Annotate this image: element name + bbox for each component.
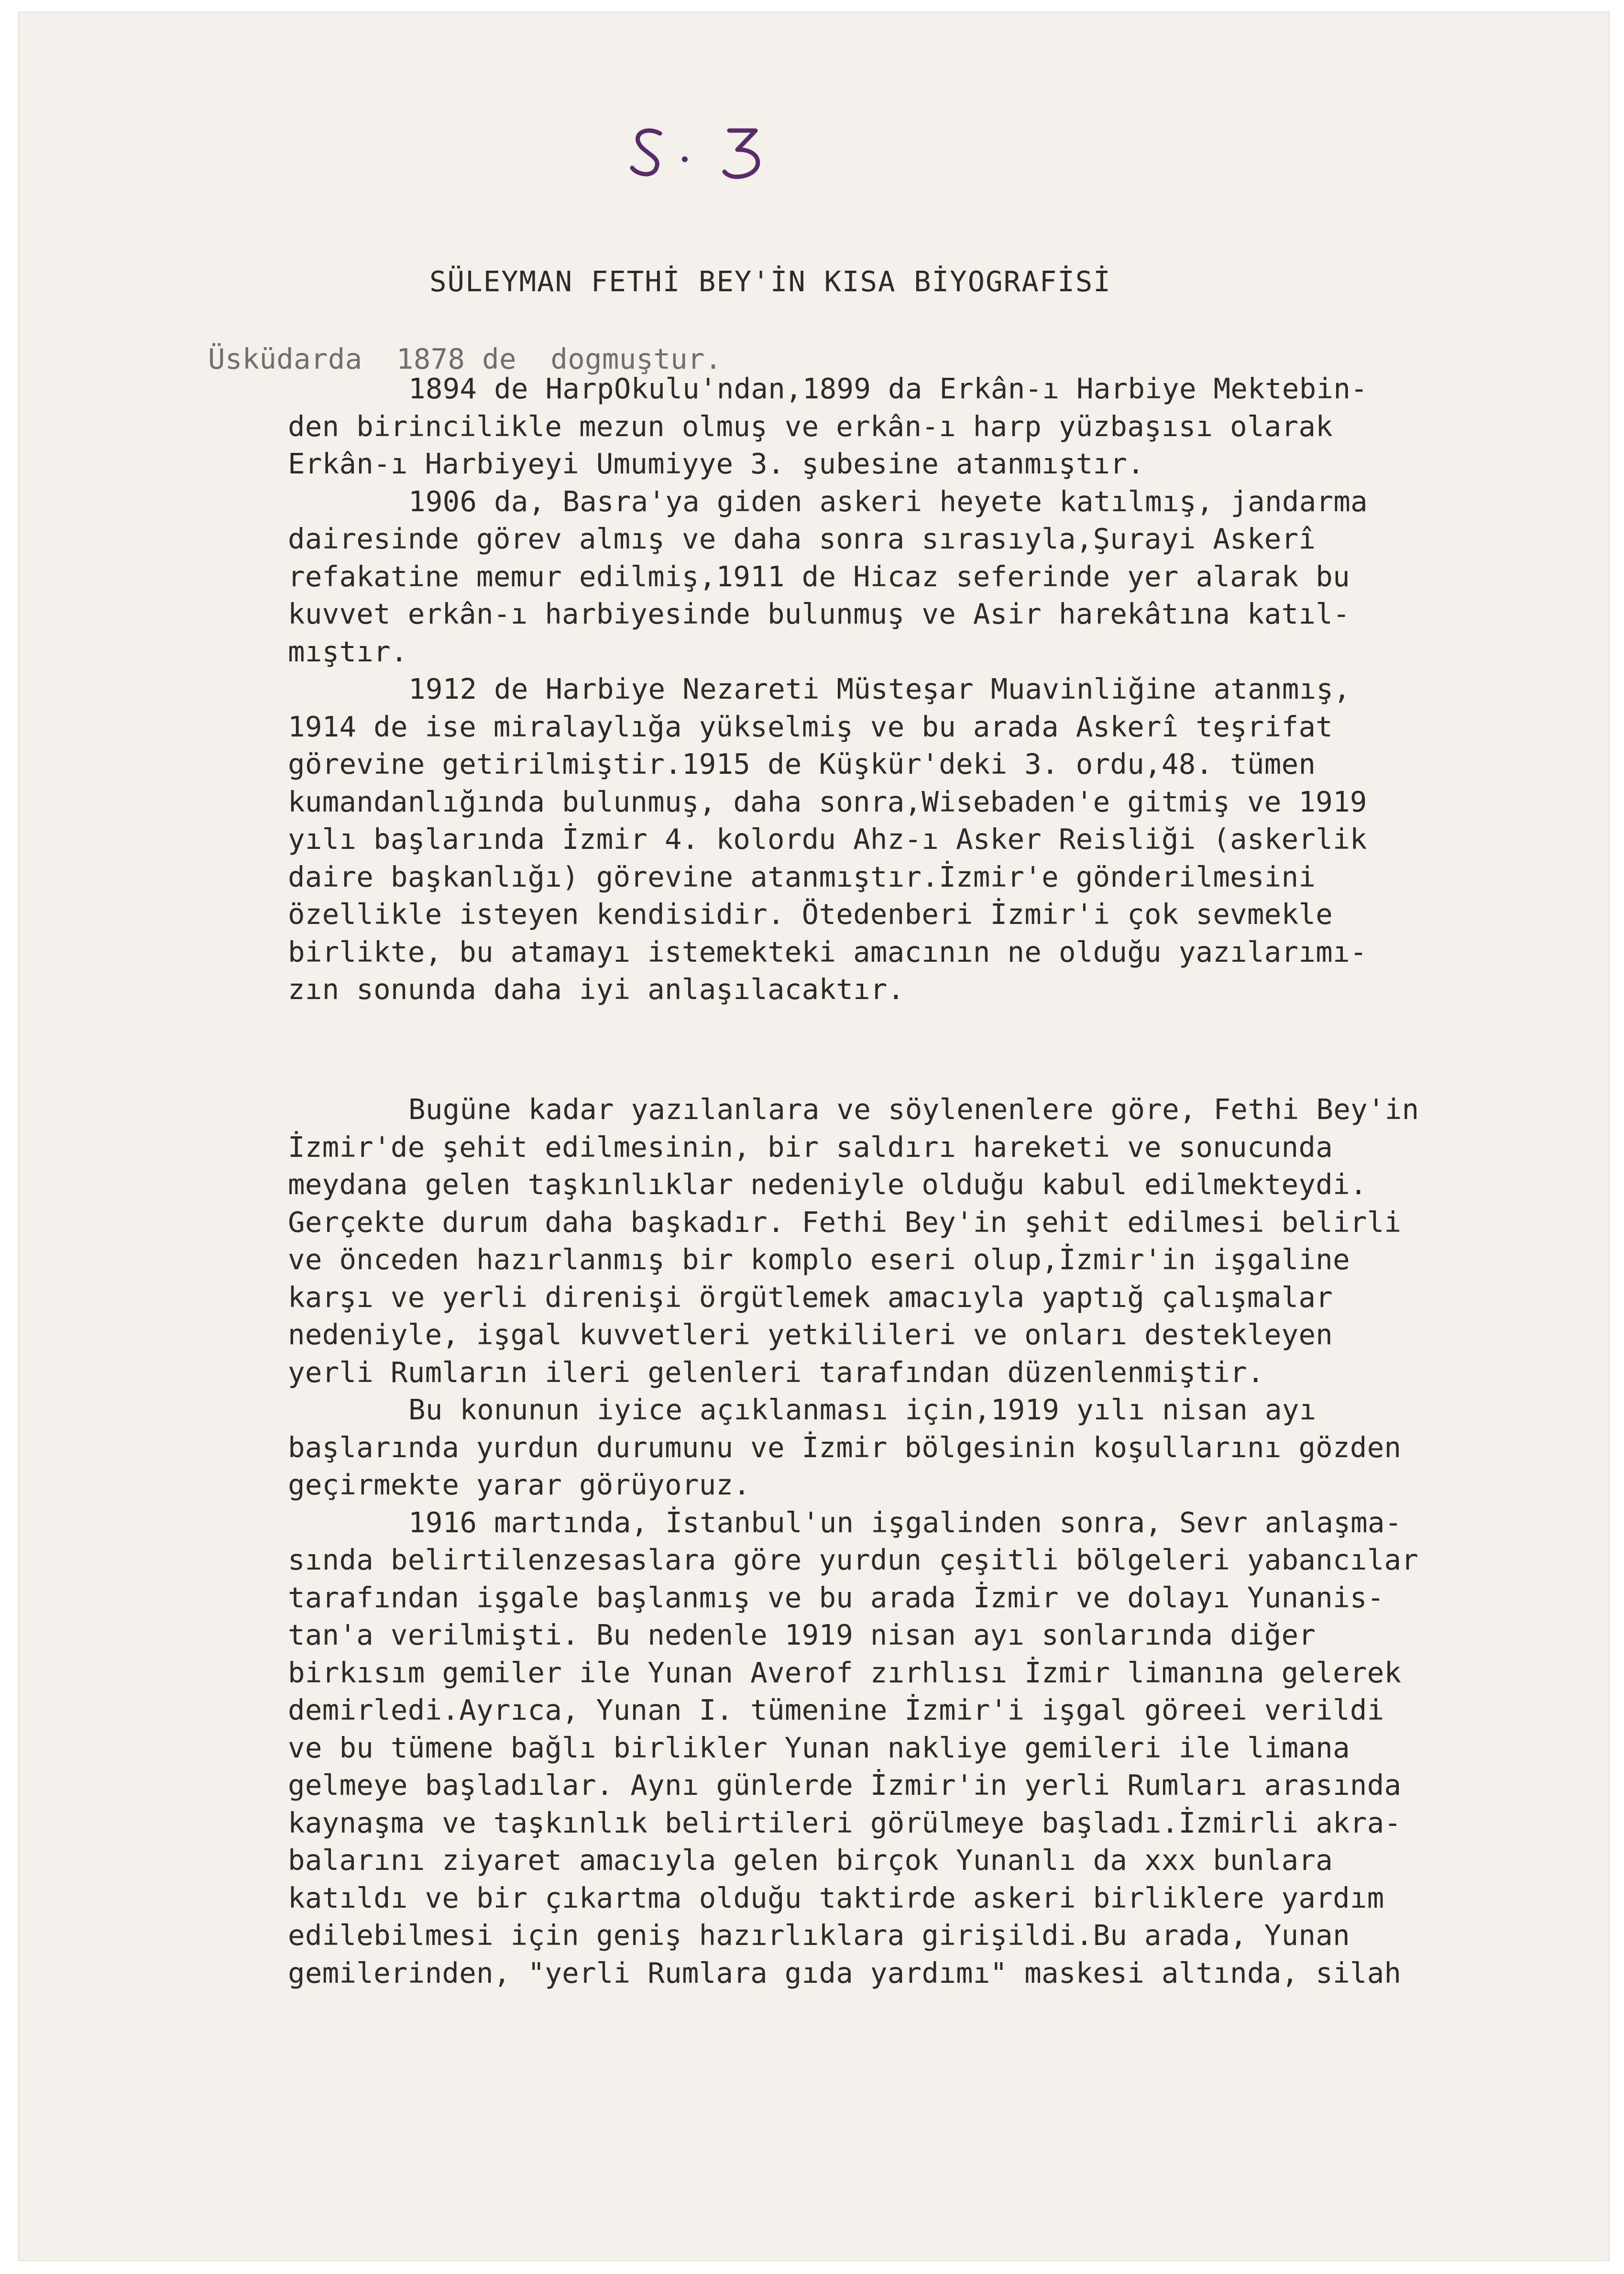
text-line: 1912 de Harbiye Nezareti Müsteşar Muavinliğine atanmış, <box>408 672 1351 705</box>
biography-section <box>288 370 1368 1009</box>
text-line: karşı ve yerli direnişi örgütlemek amacıyla yaptığ çalışmalar <box>288 1280 1333 1314</box>
text-line: ve bu tümene bağlı birlikler Yunan nakliye gemileri ile limana <box>288 1731 1350 1764</box>
text-line: yılı başlarında İzmir 4. kolordu Ahz-ı Asker Reisliği (askerlik <box>288 823 1367 856</box>
text-line: Gerçekte durum daha başkadır. Fethi Bey'in şehit edilmesi belirli <box>288 1205 1402 1239</box>
text-line: refakatine memur edilmiş,1911 de Hicaz seferinde yer alarak bu <box>288 560 1350 593</box>
text-line: demirledi.Ayrıca, Yunan I. tümenine İzmir'i işgal göreei verildi <box>288 1693 1384 1726</box>
text-line: kumandanlığında bulunmuş, daha sonra,Wisebaden'e gitmiş ve 1919 <box>288 785 1367 818</box>
birth-line: Üsküdarda 1878 de dogmuştur. <box>208 342 722 375</box>
text-line: tan'a verilmişti. Bu nedenle 1919 nisan ayı sonlarında diğer <box>288 1618 1316 1651</box>
text-line: görevine getirilmiştir.1915 de Küşkür'deki 3. ordu,48. tümen <box>288 747 1316 780</box>
text-line: 1916 martında, İstanbul'un işgalinden sonra, Sevr anlaşma- <box>408 1505 1402 1539</box>
text-line: daire başkanlığı) görevine atanmıştır.İzmir'e gönderilmesini <box>288 860 1316 893</box>
document-title: SÜLEYMAN FETHİ BEY'İN KISA BİYOGRAFİSİ <box>429 265 1111 298</box>
text-line: yerli Rumların ileri gelenleri tarafından düzenlenmiştir. <box>288 1355 1264 1389</box>
text-line: Bu konunun iyice açıklanması için,1919 yılı nisan ayı <box>408 1393 1317 1426</box>
text-line: gemilerinden, "yerli Rumlara gıda yardımı" maskesi altında, silah <box>288 1956 1402 1989</box>
text-line: geçirmekte yarar görüyoruz. <box>288 1468 751 1501</box>
text-line: 1914 de ise miralaylığa yükselmiş ve bu arada Askerî teşrifat <box>288 710 1333 743</box>
text-line: dairesinde görev almış ve daha sonra sırasıyla,Şurayi Askerî <box>288 522 1316 555</box>
text-line: meydana gelen taşkınlıklar nedeniyle olduğu kabul edilmekteydi. <box>288 1168 1367 1201</box>
text-line: birlikte, bu atamayı istemekteki amacının ne olduğu yazılarımı- <box>288 935 1367 968</box>
text-line: 1906 da, Basra'ya giden askeri heyete katılmış, jandarma <box>408 484 1368 518</box>
typed-document-sheet <box>19 12 1609 2260</box>
handwritten-page-number <box>626 120 789 182</box>
text-line: den birincilikle mezun olmuş ve erkân-ı harp yüzbaşısı olarak <box>288 409 1333 443</box>
text-line: gelmeye başladılar. Aynı günlerde İzmir'in yerli Rumları arasında <box>288 1769 1402 1802</box>
text-line: kaynaşma ve taşkınlık belirtileri görülmeye başladı.İzmirli akra- <box>288 1806 1402 1839</box>
martyrdom-section <box>288 1091 1419 1992</box>
paper-tear <box>1617 1165 1624 1203</box>
text-line: katıldı ve bir çıkartma olduğu taktirde askeri birliklere yardım <box>288 1881 1384 1914</box>
text-line: zın sonunda daha iyi anlaşılacaktır. <box>288 973 905 1006</box>
text-line: nedeniyle, işgal kuvvetleri yetkilileri ve onları destekleyen <box>288 1318 1333 1351</box>
text-line: kuvvet erkân-ı harbiyesinde bulunmuş ve Asir harekâtına katıl- <box>288 597 1350 630</box>
text-line: edilebilmesi için geniş hazırlıklara girişildi.Bu arada, Yunan <box>288 1919 1350 1952</box>
text-line: 1894 de HarpOkulu'ndan,1899 da Erkân-ı Harbiye Mektebin- <box>408 372 1368 405</box>
text-line: mıştır. <box>288 635 408 668</box>
text-line: Bugüne kadar yazılanlara ve söylenenlere göre, Fethi Bey'in <box>408 1093 1419 1126</box>
text-line: ve önceden hazırlanmış bir komplo eseri olup,İzmir'in işgaline <box>288 1243 1350 1276</box>
text-line: balarını ziyaret amacıyla gelen birçok Yunanlı da xxx bunlara <box>288 1844 1333 1877</box>
text-line: birkısım gemiler ile Yunan Averof zırhlısı İzmir limanına gelerek <box>288 1656 1402 1689</box>
text-line: Erkân-ı Harbiyeyi Umumiyye 3. şubesine atanmıştır. <box>288 447 1145 480</box>
text-line: başlarında yurdun durumunu ve İzmir bölgesinin koşullarını gözden <box>288 1430 1402 1464</box>
text-line: İzmir'de şehit edilmesinin, bir saldırı hareketi ve sonucunda <box>288 1130 1333 1164</box>
text-line: özellikle isteyen kendisidir. Ötedenberi İzmir'i çok sevmekle <box>288 898 1333 931</box>
text-line: tarafından işgale başlanmış ve bu arada İzmir ve dolayı Yunanis- <box>288 1581 1384 1614</box>
text-line: sında belirtilenzesaslara göre yurdun çeşitli bölgeleri yabancılar <box>288 1543 1419 1576</box>
